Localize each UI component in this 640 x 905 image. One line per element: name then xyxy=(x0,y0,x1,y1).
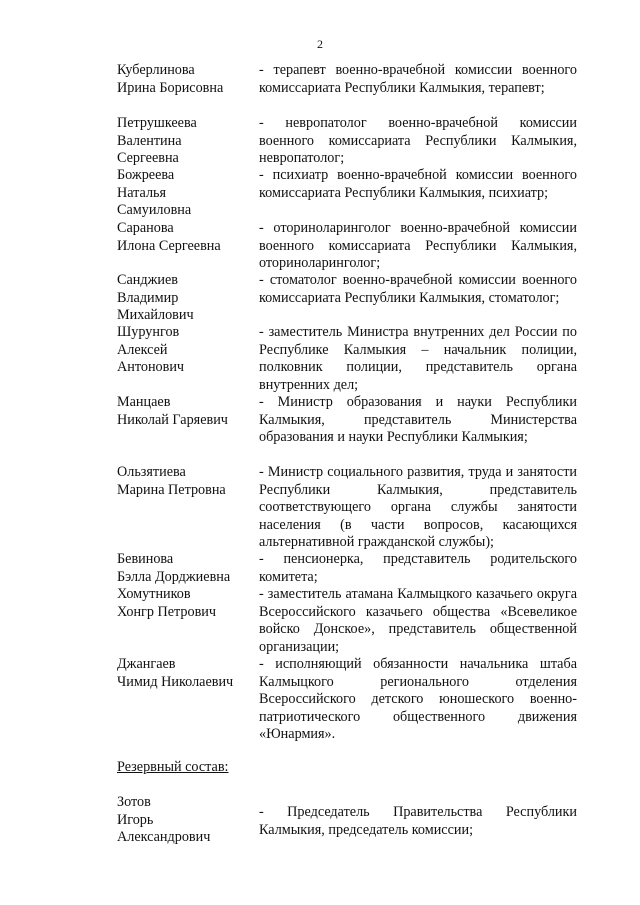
member-name: Шурунгов Алексей Антонович xyxy=(117,324,185,376)
member-name: Божреева Наталья Самуиловна xyxy=(117,167,192,219)
member-name: Хомутников Хонгр Петрович xyxy=(117,586,217,620)
member-role: - Министр социального развития, труда и занятости Республики Калмыкия, представитель соответствующего органа службы занятости населения (в части вопросов, касающихся альтернативной гражданской службы); xyxy=(259,464,577,551)
member-role: - психиатр военно-врачебной комиссии военного комиссариата Республики Калмыкия, психиатр; xyxy=(259,167,577,201)
member-role: - исполняющий обязанности начальника штаба Калмыцкого регионального отделения Всероссийского детского юношеского военно-патриотического общественного движения «Юнармия». xyxy=(259,656,577,743)
member-role: - невропатолог военно-врачебной комиссии военного комиссариата Республики Калмыкия, невропатолог; xyxy=(259,115,577,167)
page-number: 2 xyxy=(317,37,323,51)
member-name: Саранова Илона Сергеевна xyxy=(117,220,221,254)
member-role: - заместитель Министра внутренних дел России по Республике Калмыкия – начальник полиции, полковник полиции, представитель органа внутренних дел; xyxy=(259,324,577,393)
member-name: Санджиев Владимир Михайлович xyxy=(117,272,194,324)
member-name: Джангаев Чимид Николаевич xyxy=(117,656,234,690)
member-name: Бевинова Бэлла Дорджиевна xyxy=(117,551,231,585)
member-role: - пенсионерка, представитель родительского комитета; xyxy=(259,551,577,585)
member-role: - заместитель атамана Калмыцкого казачьего округа Всероссийского казачьего общества «Всевеликое войско Донское», представитель общественной организации; xyxy=(259,586,577,655)
member-role: - оториноларинголог военно-врачебной комиссии военного комиссариата Республики Калмыкия, оториноларинголог; xyxy=(259,220,577,272)
member-role: - терапевт военно-врачебной комиссии военного комиссариата Республики Калмыкия, терапевт; xyxy=(259,62,577,96)
member-name: Ользятиева Марина Петровна xyxy=(117,464,226,498)
member-name: Куберлинова Ирина Борисовна xyxy=(117,62,224,96)
member-name: Зотов Игорь Александрович xyxy=(117,794,211,846)
reserve-heading: Резервный состав: xyxy=(117,759,229,775)
member-role: - Председатель Правительства Республики Калмыкия, председатель комиссии; xyxy=(259,804,577,838)
member-name: Петрушкеева Валентина Сергеевна xyxy=(117,115,197,167)
member-role: - Министр образования и науки Республики Калмыкия, представитель Министерства образования и науки Республики Калмыкия; xyxy=(259,394,577,446)
member-name: Манцаев Николай Гаряевич xyxy=(117,394,228,428)
member-role: - стоматолог военно-врачебной комиссии военного комиссариата Республики Калмыкия, стоматолог; xyxy=(259,272,577,306)
